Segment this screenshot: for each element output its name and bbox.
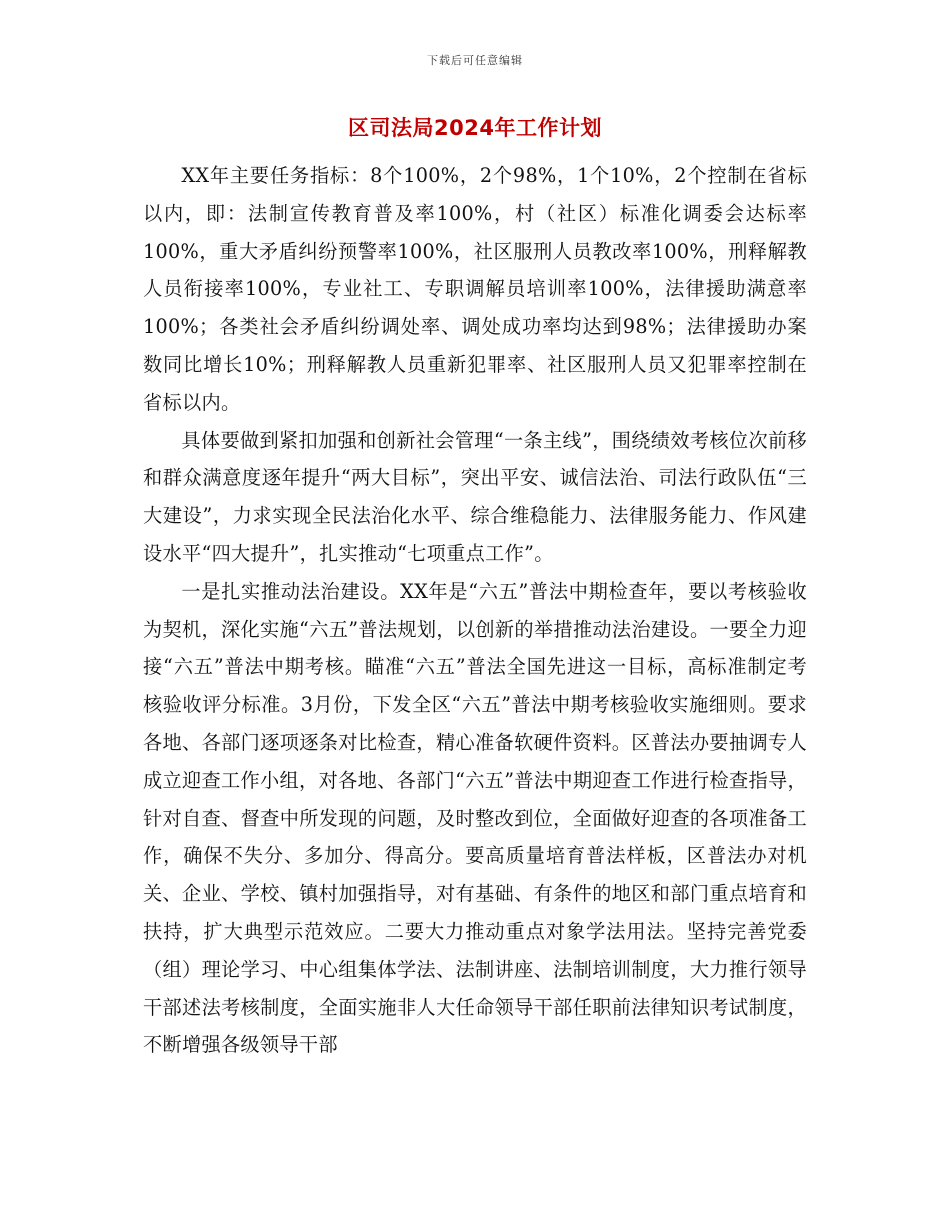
header-note: 下载后可任意编辑 xyxy=(427,54,523,67)
paragraph-task-indicators: XX年主要任务指标：8个100%，2个98%，1个10%，2个控制在省标以内，即：法制宣传教育普及率100%，村（社区）标准化调委会达标率100%，重大矛盾纠纷预警率100%，社区服刑人员教改率100%，刑释解教人员衔接率100%，专业社工、专职调解员培训率100%，法律援助满意率100%；各类社会矛盾纠纷调处率、调处成功率均达到98%；法律援助办案数同比增长10%；刑释解教人员重新犯罪率、社区服刑人员又犯罪率控制在省标以内。 xyxy=(143,164,807,414)
paragraph-main-line: 具体要做到紧扣加强和创新社会管理“一条主线”，围绕绩效考核位次前移和群众满意度逐年提升“两大目标”，突出平安、诚信法治、司法行政队伍“三大建设”，力求实现全民法治化水平、综合维稳能力、法律服务能力、作风建设水平“四大提升”，扎实推动“七项重点工作”。 xyxy=(143,428,807,565)
document-title: 区司法局2024年工作计划 xyxy=(348,116,602,140)
document-body xyxy=(143,157,807,1064)
paragraph-rule-of-law: 一是扎实推动法治建设。XX年是“六五”普法中期检查年，要以考核验收为契机，深化实施“六五”普法规划，以创新的举措推动法治建设。一要全力迎接“六五”普法中期考核。瞄准“六五”普法全国先进这一目标，高标准制定考核验收评分标准。3月份，下发全区“六五”普法中期考核验收实施细则。要求各地、各部门逐项逐条对比检查，精心准备软硬件资料。区普法办要抽调专人成立迎查工作小组，对各地、各部门“六五”普法中期迎查工作进行检查指导，针对自查、督查中所发现的问题，及时整改到位，全面做好迎查的各项准备工作，确保不失分、多加分、得高分。要高质量培育普法样板，区普法办对机关、企业、学校、镇村加强指导，对有基础、有条件的地区和部门重点培育和扶持，扩大典型示范效应。二要大力推动重点对象学法用法。坚持完善党委（组）理论学习、中心组集体学法、法制讲座、法制培训制度，大力推行领导干部述法考核制度，全面实施非人大任命领导干部任职前法律知识考试制度，不断增强各级领导干部 xyxy=(143,579,807,1057)
